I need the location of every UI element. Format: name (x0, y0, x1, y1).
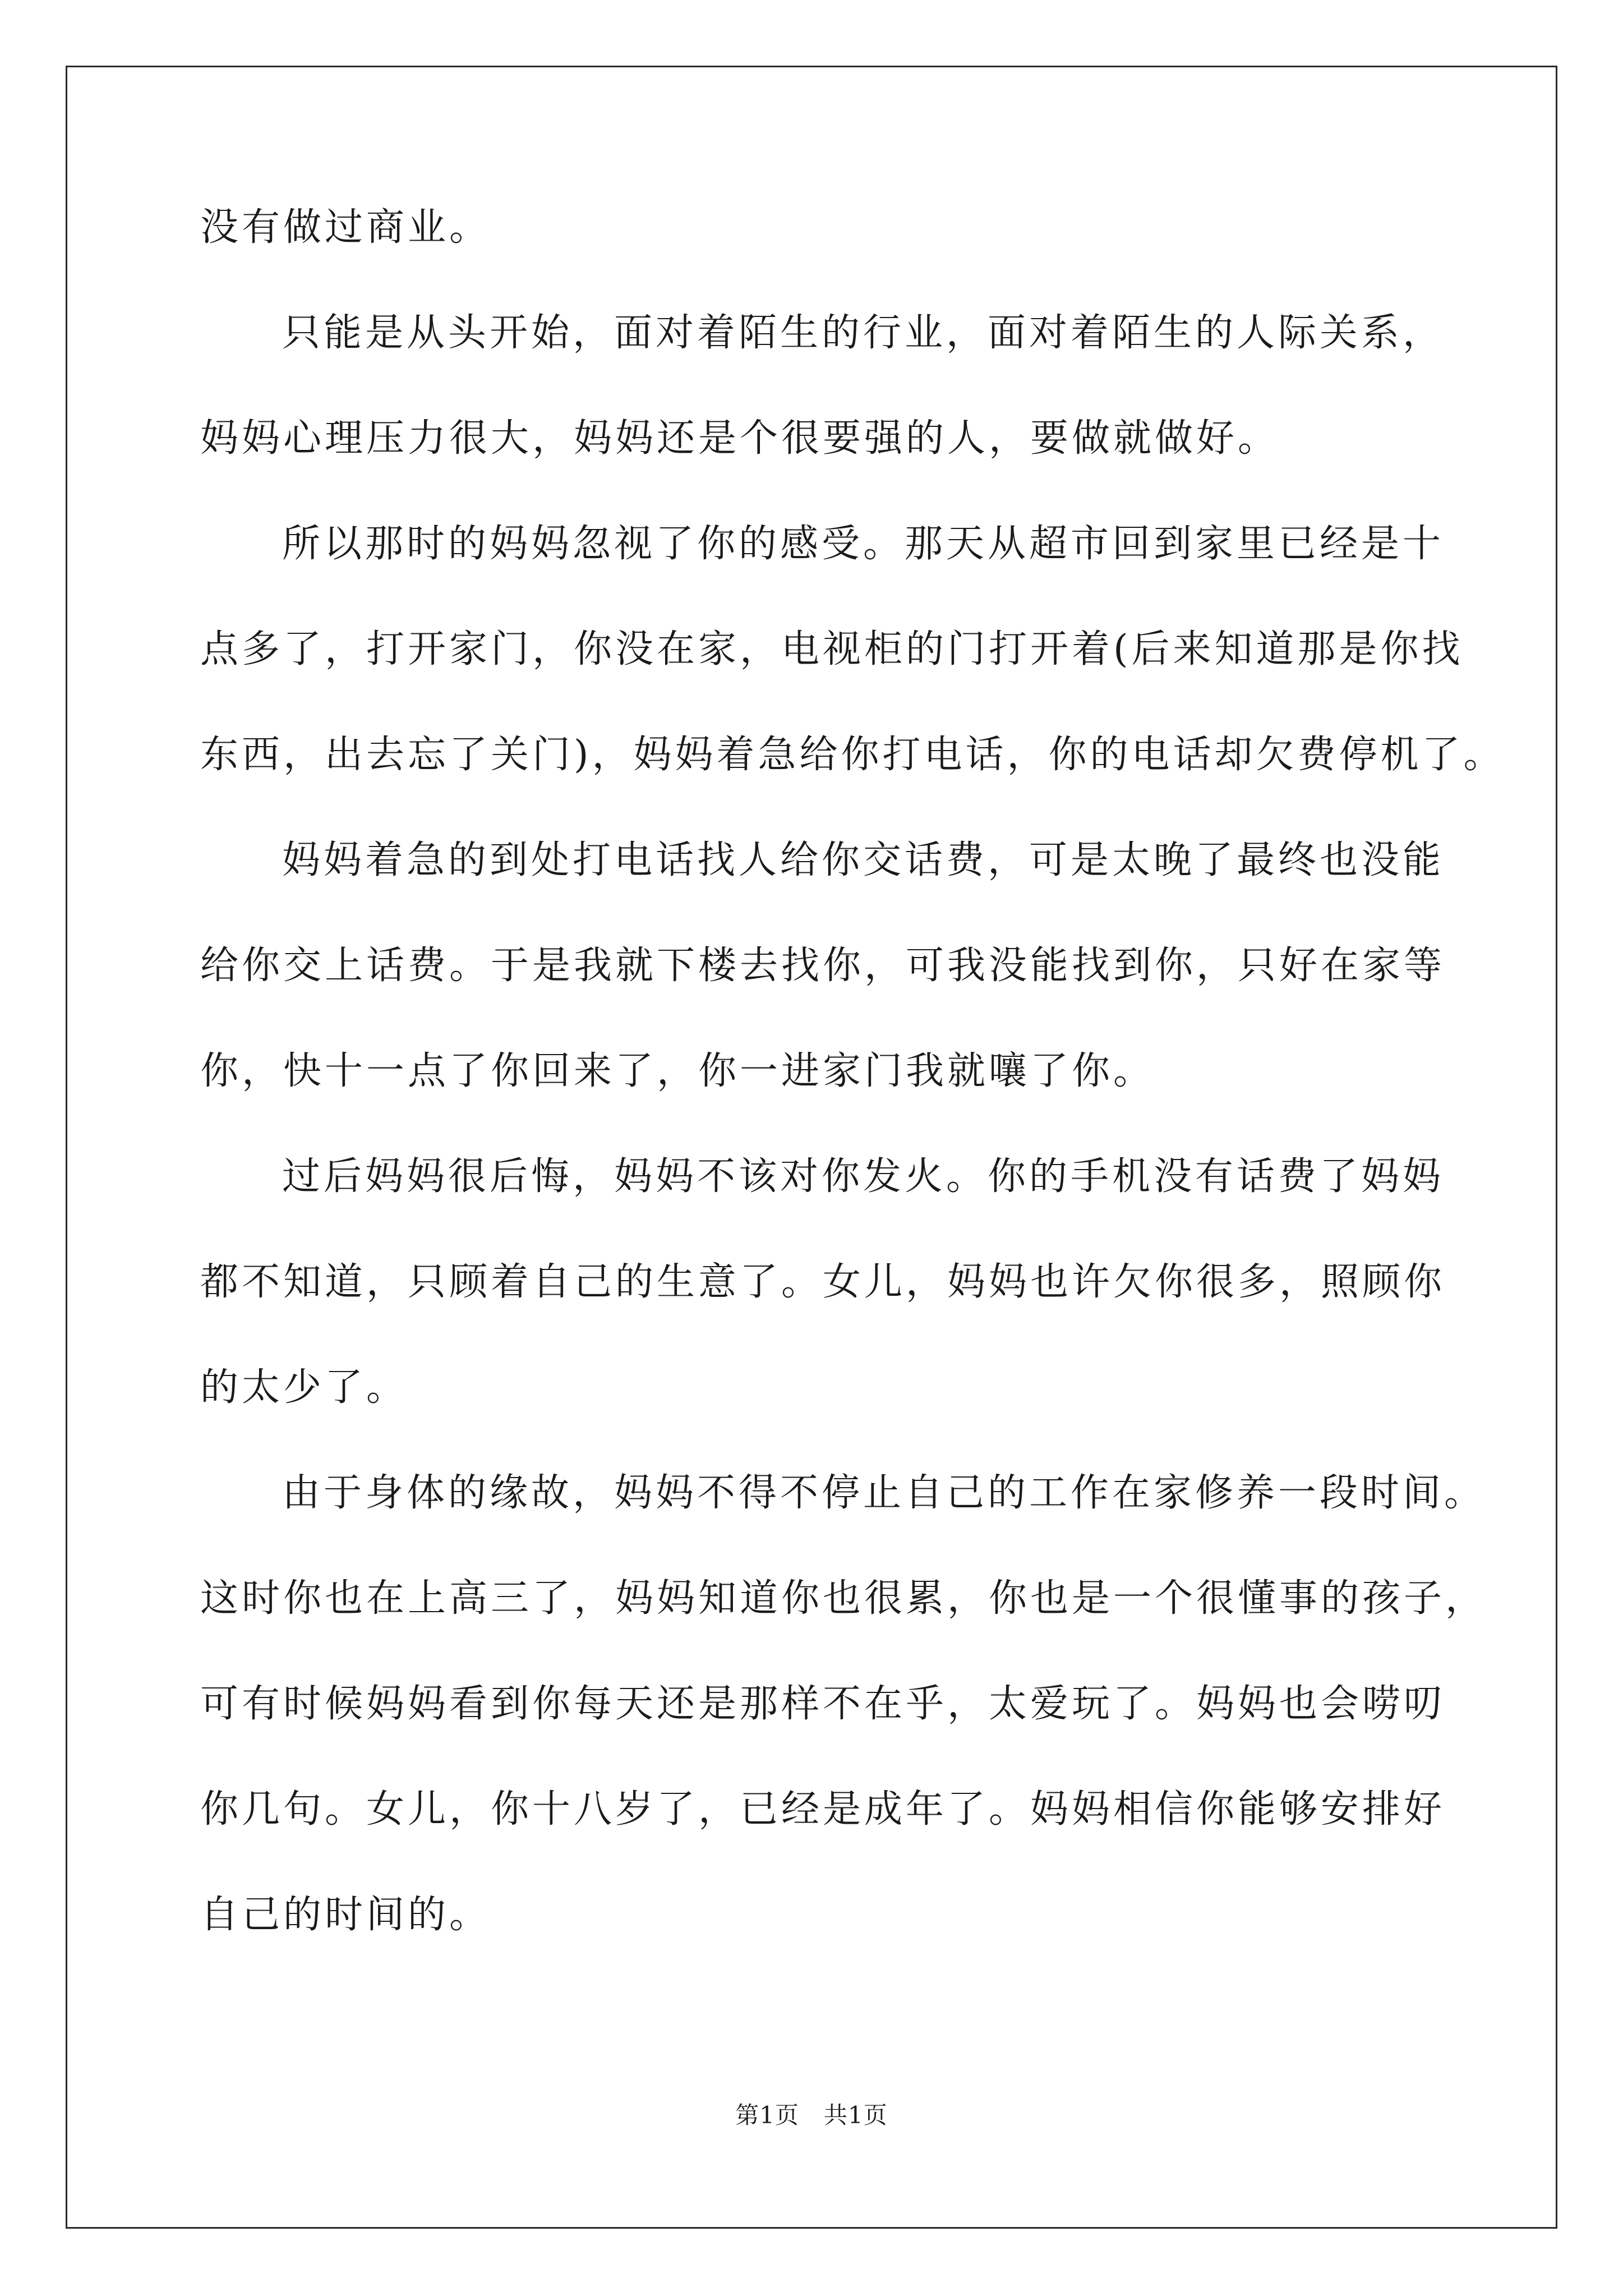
text-line: 你，快十一点了你回来了，你一进家门我就嚷了你。 (200, 1049, 1155, 1093)
text-line: 东西，出去忘了关门)，妈妈着急给你打电话，你的电话却欠费停机了。 (200, 733, 1505, 777)
text-line: 妈妈着急的到处打电话找人给你交话费，可是太晚了最终也没能 (282, 838, 1445, 882)
text-line: 这时你也在上高三了，妈妈知道你也很累，你也是一个很懂事的孩子， (200, 1576, 1487, 1621)
text-line: 你几句。女儿，你十八岁了，已经是成年了。妈妈相信你能够安排好 (200, 1787, 1446, 1832)
text-line: 可有时候妈妈看到你每天还是那样不在乎，太爱玩了。妈妈也会唠叨 (200, 1682, 1446, 1726)
text-line: 过后妈妈很后悔，妈妈不该对你发火。你的手机没有话费了妈妈 (282, 1154, 1445, 1199)
text-line: 自己的时间的。 (200, 1893, 491, 1937)
text-line: 都不知道，只顾着自己的生意了。女儿，妈妈也许欠你很多，照顾你 (200, 1260, 1446, 1304)
text-line: 所以那时的妈妈忽视了你的感受。那天从超市回到家里已经是十 (282, 522, 1445, 566)
text-line: 只能是从头开始，面对着陌生的行业，面对着陌生的人际关系， (282, 311, 1445, 355)
text-line: 点多了，打开家门，你没在家，电视柜的门打开着(后来知道那是你找 (200, 627, 1464, 671)
page-number: 第1页 (735, 2101, 799, 2129)
text-line: 的太少了。 (200, 1365, 408, 1410)
text-line: 妈妈心理压力很大，妈妈还是个很要强的人，要做就做好。 (200, 416, 1280, 461)
text-line: 给你交上话费。于是我就下楼去找你，可我没能找到你，只好在家等 (200, 944, 1446, 988)
page-footer (0, 2097, 1623, 2131)
page-total: 共1页 (824, 2101, 888, 2129)
text-line: 没有做过商业。 (200, 205, 491, 250)
text-line: 由于身体的缘故，妈妈不得不停止自己的工作在家修养一段时间。 (282, 1471, 1486, 1515)
